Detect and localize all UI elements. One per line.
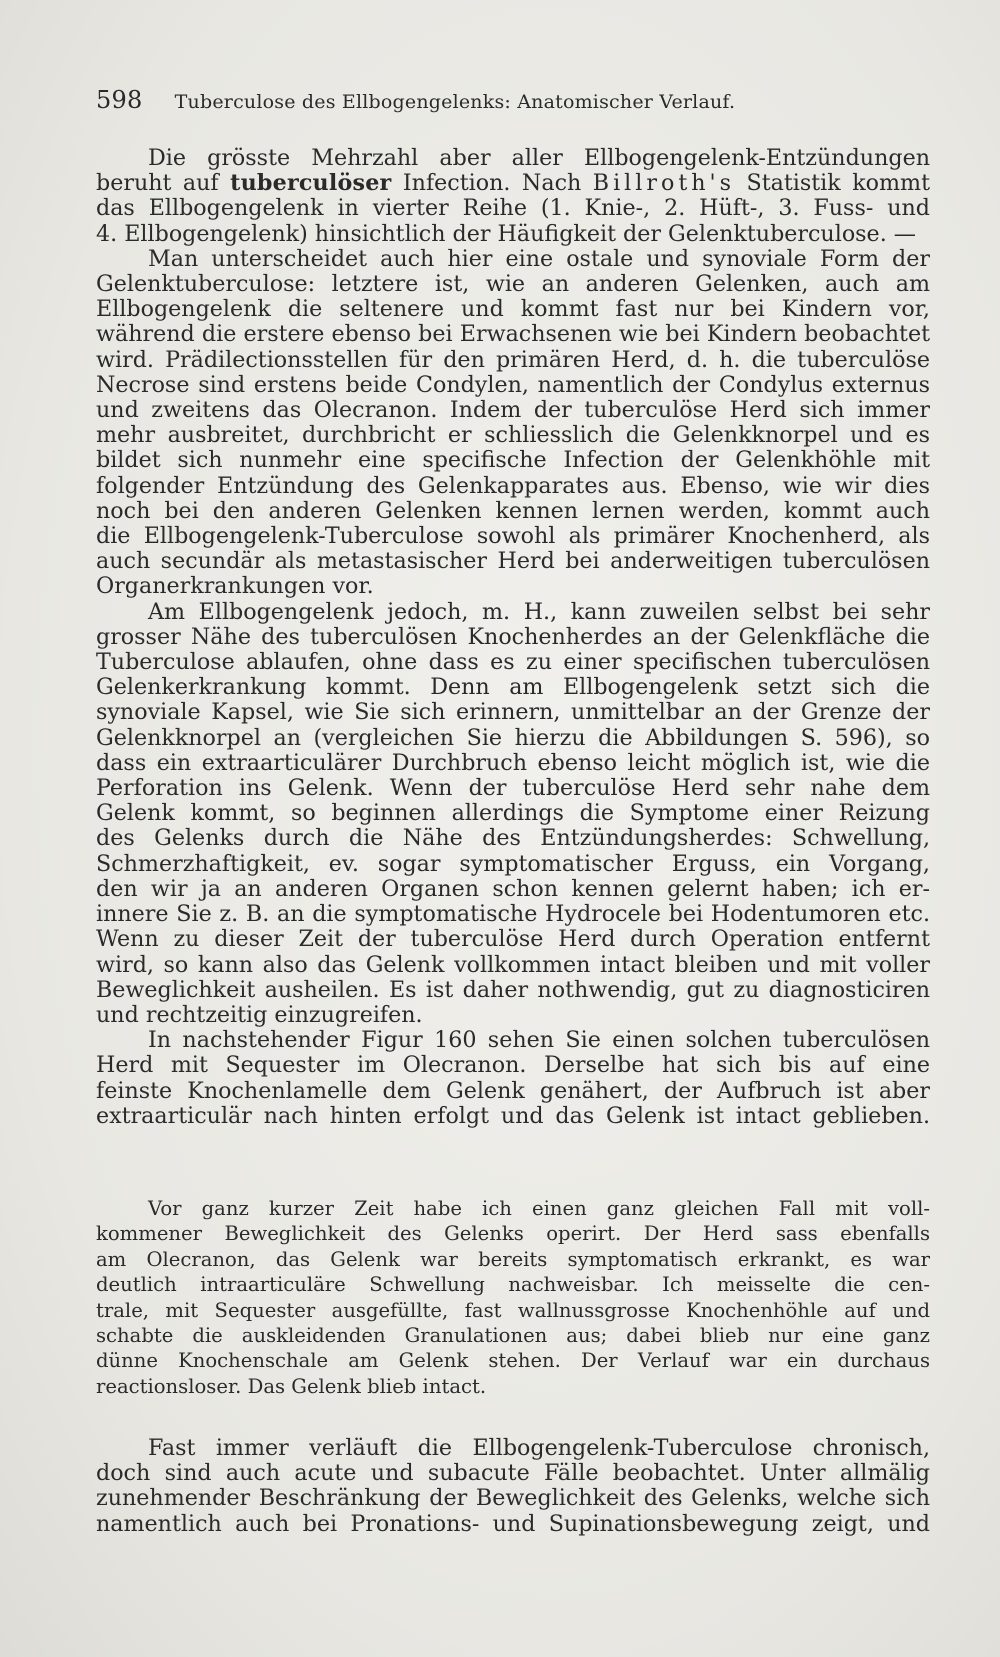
note-line: kommener Beweglichkeit des Gelenks operirt. Der Herd sass ebenfalls — [96, 1222, 930, 1246]
note-line: am Olecranon, das Gelenk war bereits symptomatisch erkrankt, es war — [96, 1247, 930, 1271]
emphasis-tuberculoser: tuberculöser — [230, 171, 392, 197]
page-number: 598 — [96, 86, 143, 114]
text-line: mehr ausbreitet, durchbricht er schliesslich die Gelenkknorpel und es — [96, 423, 930, 449]
text-line: wird. Prädilectionsstellen für den primären Herd, d. h. die tuberculöse — [96, 347, 930, 373]
text-line: bildet sich nunmehr eine specifische Infection der Gelenkhöhle mit — [96, 448, 930, 474]
author-name-billroth: Billroth's — [592, 171, 736, 197]
text-line: Schmerzhaftigkeit, ev. sogar symptomatischer Erguss, ein Vorgang, — [96, 851, 930, 877]
text-line: 4. Ellbogengelenk) hinsichtlich der Häufigkeit der Gelenktuberculose. — — [96, 221, 916, 247]
text-line: Gelenkerkrankung kommt. Denn am Ellbogengelenk setzt sich die — [96, 675, 930, 701]
text-line: Organerkrankungen vor. — [96, 574, 374, 600]
text-line: grosser Nähe des tuberculösen Knochenherdes an der Gelenkfläche die — [96, 624, 930, 650]
text-line: auch secundär als metastasischer Herd bei anderweitigen tuberculösen — [96, 549, 930, 575]
note-line: reactionsloser. Das Gelenk blieb intact. — [96, 1374, 487, 1398]
text-line: Gelenkknorpel an (vergleichen Sie hierzu die Abbildungen S. 596), so — [96, 725, 930, 751]
note-line: trale, mit Sequester ausgefüllte, fast wallnussgrosse Knochenhöhle auf und — [96, 1298, 930, 1322]
text-line: Beweglichkeit ausheilen. Es ist daher nothwendig, gut zu diagnosticiren — [96, 977, 930, 1003]
text-line: dass ein extraarticulärer Durchbruch ebenso leicht möglich ist, wie die — [96, 750, 930, 776]
text-line: Gelenk kommt, so beginnen allerdings die Symptome einer Reizung — [96, 801, 930, 827]
text-line: extraarticulär nach hinten erfolgt und das Gelenk ist intact geblieben. — [96, 1103, 930, 1129]
running-head — [96, 86, 796, 120]
text-line: während die erstere ebenso bei Erwachsenen wie bei Kindern beobachtet — [96, 322, 930, 348]
text-line: und rechtzeitig einzugreifen. — [96, 1002, 423, 1028]
text-line: den wir ja an anderen Organen schon kennen gelernt haben; ich er- — [96, 876, 930, 902]
note-line: Vor ganz kurzer Zeit habe ich einen ganz gleichen Fall mit voll- — [148, 1197, 930, 1220]
text-line: des Gelenks durch die Nähe des Entzündungsherdes: Schwellung, — [96, 826, 930, 852]
text-line: feinste Knochenlamelle dem Gelenk genähert, der Aufbruch ist aber — [96, 1078, 930, 1104]
text-line: noch bei den anderen Gelenken kennen lernen werden, kommt auch — [96, 498, 930, 524]
note-line: schabte die auskleidenden Granulationen aus; dabei blieb nur eine ganz — [96, 1324, 930, 1348]
text-line — [96, 171, 930, 196]
case-note — [96, 1196, 930, 1399]
text-line: Perforation ins Gelenk. Wenn der tuberculöse Herd sehr nahe dem — [96, 776, 930, 802]
text-line: namentlich auch bei Pronations- und Supinationsbewegung zeigt, und — [96, 1511, 930, 1537]
text-line: Herd mit Sequester im Olecranon. Derselbe hat sich bis auf eine — [96, 1053, 930, 1079]
text-line: In nachstehender Figur 160 sehen Sie einen solchen tuberculösen — [148, 1028, 930, 1054]
text-line: doch sind auch acute und subacute Fälle beobachtet. Unter allmälig — [96, 1461, 930, 1487]
main-text-continued — [96, 1436, 930, 1537]
text-line: und zweitens das Olecranon. Indem der tuberculöse Herd sich immer — [96, 398, 930, 424]
text-line: wird, so kann also das Gelenk vollkommen intact bleiben und mit voller — [96, 952, 930, 978]
note-line: deutlich intraarticuläre Schwellung nachweisbar. Ich meisselte die cen- — [96, 1273, 930, 1297]
text-span: beruht auf — [96, 171, 231, 197]
text-line: Am Ellbogengelenk jedoch, m. H., kann zuweilen selbst bei sehr — [148, 599, 930, 625]
text-line: Man unterscheidet auch hier eine ostale und synoviale Form der — [148, 246, 930, 272]
text-span: Statistik kommt — [735, 171, 930, 197]
text-line: innere Sie z. B. an die symptomatische Hydrocele bei Hodentumoren etc. — [96, 902, 930, 928]
text-line: Wenn zu dieser Zeit der tuberculöse Herd durch Operation entfernt — [96, 927, 930, 953]
text-line: das Ellbogengelenk in vierter Reihe (1. Knie-, 2. Hüft-, 3. Fuss- und — [96, 196, 930, 222]
text-line: Fast immer verläuft die Ellbogengelenk-Tuberculose chronisch, — [148, 1436, 930, 1461]
text-line: Ellbogengelenk die seltenere und kommt fast nur bei Kindern vor, — [96, 297, 930, 323]
text-line: Die grösste Mehrzahl aber aller Ellbogengelenk-Entzündungen — [148, 146, 930, 171]
text-line: Tuberculose ablaufen, ohne dass es zu einer specifischen tuberculösen — [96, 650, 930, 676]
text-span: Infection. Nach — [391, 171, 593, 197]
text-line: die Ellbogengelenk-Tuberculose sowohl als primärer Knochenherd, als — [96, 524, 930, 550]
text-line: synoviale Kapsel, wie Sie sich erinnern, unmittelbar an der Grenze der — [96, 700, 930, 726]
note-line: dünne Knochenschale am Gelenk stehen. Der Verlauf war ein durchaus — [96, 1349, 930, 1373]
text-line: Necrose sind erstens beide Condylen, namentlich der Condylus externus — [96, 372, 930, 398]
text-line: Gelenktuberculose: letztere ist, wie an anderen Gelenken, auch am — [96, 272, 930, 298]
main-text — [96, 146, 930, 1129]
running-title: Tuberculose des Ellbogengelenks: Anatomischer Verlauf. — [174, 91, 736, 113]
text-line: zunehmender Beschränkung der Beweglichkeit des Gelenks, welche sich — [96, 1486, 930, 1512]
text-line: folgender Entzündung des Gelenkapparates aus. Ebenso, wie wir dies — [96, 473, 930, 499]
